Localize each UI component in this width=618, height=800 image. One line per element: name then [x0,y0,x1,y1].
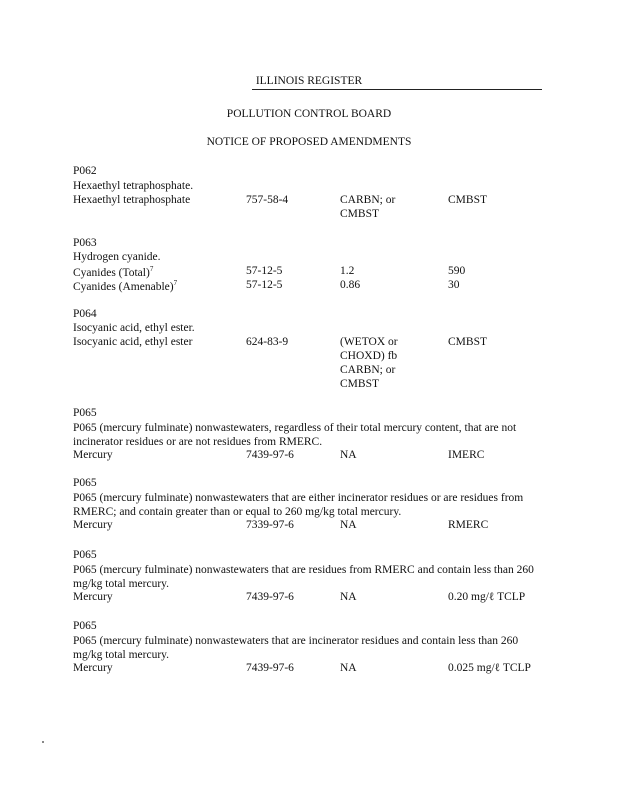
nonwastewater-standard: CARBN; or [340,364,396,376]
waste-description: P065 (mercury fulminate) nonwastewaters that are either incinerator residues or are residues from RMERC; and contain greater than or equal to 260 mg/kg total mercury. [73,492,524,518]
constituent: Mercury [73,591,113,603]
cas-number: 7439-97-6 [246,449,294,461]
nonwastewater-standard: NA [340,519,357,531]
constituent: Mercury [73,449,113,461]
waste-name: Isocyanic acid, ethyl ester. [73,322,195,334]
waste-code: P065 [73,620,97,632]
register-title: ILLINOIS REGISTER [255,75,363,87]
notice-title: NOTICE OF PROPOSED AMENDMENTS [206,136,412,148]
constituent: Mercury [73,662,113,674]
wastewater-standard: 0.025 mg/ℓ TCLP [448,662,531,674]
waste-code: P062 [73,165,97,177]
nonwastewater-standard: (WETOX or [340,336,398,348]
nonwastewater-standard: CARBN; or [340,194,396,206]
nonwastewater-standard: 0.86 [340,279,361,291]
wastewater-standard: CMBST [448,194,487,206]
constituent: Cyanides (Total)$^7$ [73,265,154,279]
wastewater-standard: 0.20 mg/ℓ TCLP [448,591,526,603]
waste-code: P065 [73,549,97,561]
cas-number: 757-58-4 [246,194,289,206]
cas-number: 624-83-9 [246,336,289,348]
nonwastewater-standard: NA [340,449,357,461]
nonwastewater-standard: CMBST [340,378,379,390]
wastewater-standard: 590 [448,265,466,277]
constituent: Cyanides (Amenable)$^7$ [73,279,178,293]
nonwastewater-standard: CMBST [340,208,379,220]
nonwastewater-standard: 1.2 [340,265,355,277]
waste-code: P065 [73,477,97,489]
cas-number: 7339-97-6 [246,519,294,531]
waste-code: P064 [73,308,97,320]
cas-number: 57-12-5 [246,279,283,291]
waste-code: P063 [73,237,97,249]
cas-number: 7439-97-6 [246,591,294,603]
wastewater-standard: 30 [448,279,460,291]
wastewater-standard: RMERC [448,519,489,531]
nonwastewater-standard: NA [340,662,357,674]
footnote-ref: 7 [173,279,178,287]
nonwastewater-standard: CHOXD) fb [340,350,398,362]
board-title: POLLUTION CONTROL BOARD [226,108,392,120]
constituent: Mercury [73,519,113,531]
waste-name: Hexaethyl tetraphosphate. [73,180,194,192]
waste-code: P065 [73,407,97,419]
nonwastewater-standard: NA [340,591,357,603]
cas-number: 57-12-5 [246,265,283,277]
footnote-ref: 7 [149,265,154,273]
constituent: Hexaethyl tetraphosphate [73,194,191,206]
waste-description: P065 (mercury fulminate) nonwastewaters, regardless of their total mercury content, that are not incinerator residues or are not residues from RMERC. [73,422,517,448]
waste-description: P065 (mercury fulminate) nonwastewaters that are incinerator residues and contain less than 260 mg/kg total mercury. [73,635,519,661]
wastewater-standard: IMERC [448,449,485,461]
waste-description: P065 (mercury fulminate) nonwastewaters that are residues from RMERC and contain less than 260 mg/kg total mercury. [73,564,534,590]
header-rule [252,89,542,90]
waste-name: Hydrogen cyanide. [73,251,161,263]
constituent: Isocyanic acid, ethyl ester [73,336,193,348]
wastewater-standard: CMBST [448,336,487,348]
cas-number: 7439-97-6 [246,662,294,674]
scan-speck [42,741,44,743]
